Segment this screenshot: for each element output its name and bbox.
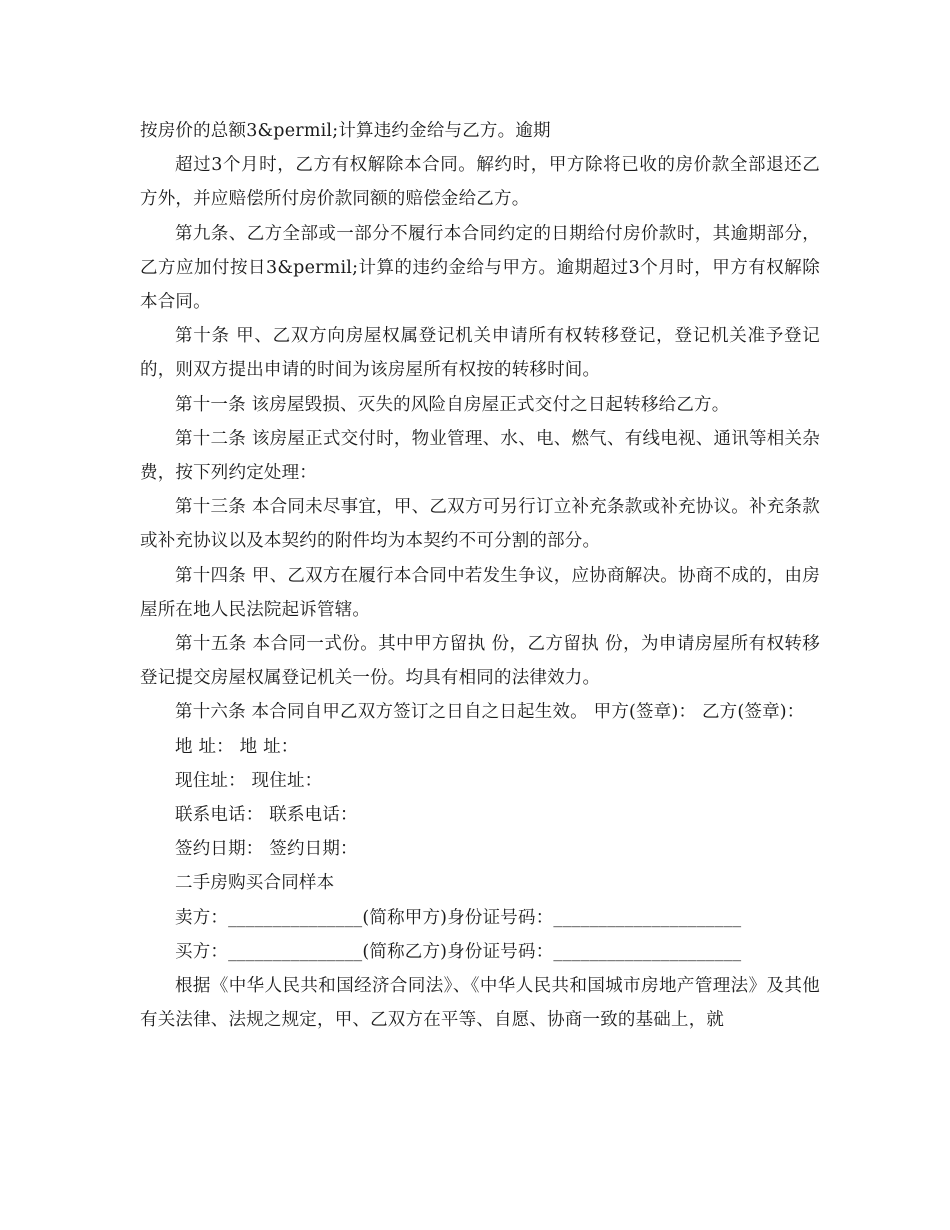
seller-line: 卖方：_______________(简称甲方)身份证号码：_____________________ <box>175 907 742 928</box>
buyer-line: 买方：_______________(简称乙方)身份证号码：_____________________ <box>175 941 742 962</box>
document-body <box>140 114 820 1037</box>
signature-address-line: 地 址： 地 址： <box>175 736 299 757</box>
paragraph-article-13: 第十三条 本合同未尽事宜，甲、乙双方可另行订立补充条款或补充协议。补充条款或补充协议以及本契约的附件均为本契约不可分割的部分。 <box>140 497 820 552</box>
paragraph-article-14: 第十四条 甲、乙双方在履行本合同中若发生争议，应协商解决。协商不成的，由房屋所在地人民法院起诉管辖。 <box>140 565 820 620</box>
paragraph-article-11: 第十一条 该房屋毁损、灭失的风险自房屋正式交付之日起转移给乙方。 <box>175 394 730 415</box>
signature-date-line: 签约日期： 签约日期： <box>175 839 358 860</box>
sample-contract-title: 二手房购买合同样本 <box>175 873 335 894</box>
paragraph-article-15: 第十五条 本合同一式份。其中甲方留执 份，乙方留执 份，为申请房屋所有权转移登记提交房屋权属登记机关一份。均具有相同的法律效力。 <box>140 634 820 689</box>
paragraph-legal-basis: 根据《中华人民共和国经济合同法》、《中华人民共和国城市房地产管理法》及其他有关法律、法规之规定，甲、乙双方在平等、自愿、协商一致的基础上，就 <box>140 976 820 1031</box>
paragraph-article-16: 第十六条 本合同自甲乙双方签订之日自之日起生效。 甲方(签章)： 乙方(签章)： <box>175 702 805 723</box>
paragraph-penalty-continued: 按房价的总额3&permil;计算违约金给与乙方。逾期 <box>140 121 551 141</box>
signature-residence-line: 现住址： 现住址： <box>175 770 323 791</box>
paragraph-termination: 超过3个月时，乙方有权解除本合同。解约时，甲方除将已收的房价款全部退还乙方外，并应赔偿所付房价款同额的赔偿金给乙方。 <box>140 155 820 210</box>
paragraph-article-12: 第十二条 该房屋正式交付时，物业管理、水、电、燃气、有线电视、通讯等相关杂费，按下列约定处理： <box>140 428 820 484</box>
signature-phone-line: 联系电话： 联系电话： <box>175 805 358 826</box>
paragraph-article-9: 第九条、乙方全部或一部分不履行本合同约定的日期给付房价款时，其逾期部分，乙方应加付按日3&permil;计算的违约金给与甲方。逾期超过3个月时，甲方有权解除本合同。 <box>140 223 820 313</box>
paragraph-article-10: 第十条 甲、乙双方向房屋权属登记机关申请所有权转移登记，登记机关准予登记的，则双方提出申请的时间为该房屋所有权按的转移时间。 <box>140 326 820 381</box>
